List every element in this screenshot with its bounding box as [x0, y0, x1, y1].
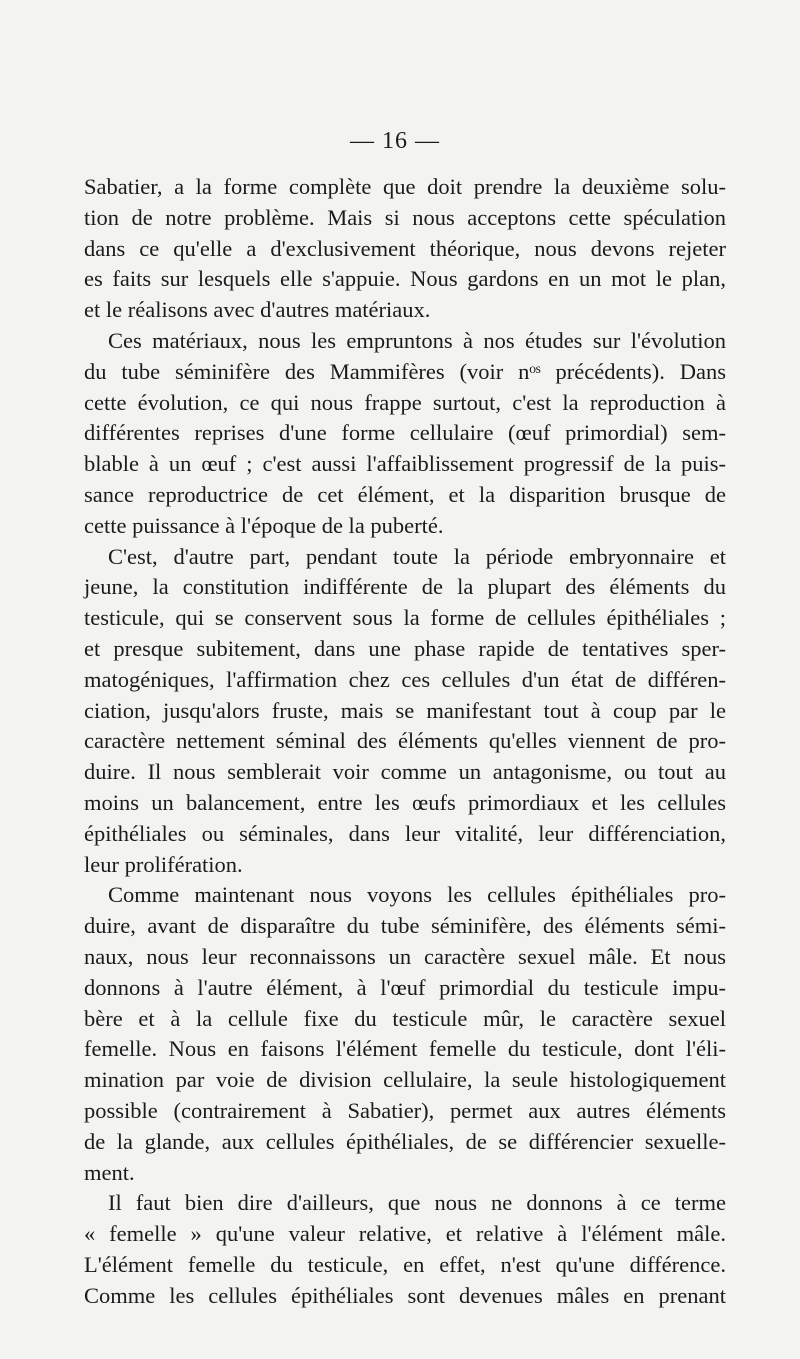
text-line: dans ce qu'elle a d'exclusivement théorique, nous devons rejeter [84, 235, 726, 261]
text-line: du tube séminifère des Mammifères (voir nᵒˢ précédents). Dans [84, 358, 726, 384]
text-line: donnons à l'autre élément, à l'œuf primordial du testicule impu- [84, 974, 726, 1000]
text-line: Il faut bien dire d'ailleurs, que nous ne donnons à ce terme [108, 1190, 726, 1216]
text-line: femelle. Nous en faisons l'élément femelle du testicule, dont l'éli- [84, 1036, 726, 1062]
text-line: bère et à la cellule fixe du testicule mûr, le caractère sexuel [84, 1005, 726, 1031]
text-line: duire. Il nous semblerait voir comme un antagonisme, ou tout au [84, 759, 726, 785]
text-line: testicule, qui se conservent sous la forme de cellules épithéliales ; [84, 605, 726, 631]
text-line: naux, nous leur reconnaissons un caractère sexuel mâle. Et nous [84, 943, 726, 969]
text-line: Ces matériaux, nous les empruntons à nos études sur l'évolution [108, 327, 726, 353]
text-line: sance reproductrice de cet élément, et la disparition brusque de [84, 481, 726, 507]
text-line: Comme les cellules épithéliales sont devenues mâles en prenant [84, 1282, 726, 1308]
text-line: jeune, la constitution indifférente de la plupart des éléments du [84, 574, 726, 600]
text-line: ment. [84, 1159, 135, 1185]
text-line: blable à un œuf ; c'est aussi l'affaiblissement progressif de la puis- [84, 451, 726, 477]
text-line: L'élément femelle du testicule, en effet, n'est qu'une différence. [84, 1251, 726, 1277]
text-line: leur prolifération. [84, 851, 243, 877]
text-line: différentes reprises d'une forme cellulaire (œuf primordial) sem- [84, 420, 726, 446]
text-line: duire, avant de disparaître du tube séminifère, des éléments sémi- [84, 913, 726, 939]
text-line: mination par voie de division cellulaire, la seule histologiquement [84, 1067, 726, 1093]
text-line: possible (contrairement à Sabatier), permet aux autres éléments [84, 1097, 726, 1123]
text-line: tion de notre problème. Mais si nous acceptons cette spéculation [84, 204, 726, 230]
text-line: moins un balancement, entre les œufs primordiaux et les cellules [84, 789, 726, 815]
text-line: cette évolution, ce qui nous frappe surtout, c'est la reproduction à [84, 389, 726, 415]
text-line: et le réalisons avec d'autres matériaux. [84, 297, 431, 323]
text-line: C'est, d'autre part, pendant toute la période embryonnaire et [108, 543, 726, 569]
text-line: es faits sur lesquels elle s'appuie. Nous gardons en un mot le plan, [84, 266, 726, 292]
text-line: Comme maintenant nous voyons les cellules épithéliales pro- [108, 882, 726, 908]
body-text [84, 172, 726, 1311]
page-number: — 16 — [350, 128, 440, 154]
text-line: et presque subitement, dans une phase rapide de tentatives sper- [84, 635, 726, 661]
text-line: Sabatier, a la forme complète que doit prendre la deuxième solu- [84, 174, 726, 199]
text-line: « femelle » qu'une valeur relative, et relative à l'élément mâle. [84, 1221, 726, 1247]
text-line: matogéniques, l'affirmation chez ces cellules d'un état de différen- [84, 666, 726, 692]
text-line: épithéliales ou séminales, dans leur vitalité, leur différenciation, [84, 820, 726, 846]
text-line: de la glande, aux cellules épithéliales, de se différencier sexuelle- [84, 1128, 726, 1154]
text-line: ciation, jusqu'alors fruste, mais se manifestant tout à coup par le [84, 697, 726, 723]
text-line: caractère nettement séminal des éléments qu'elles viennent de pro- [84, 728, 726, 754]
text-line: cette puissance à l'époque de la puberté. [84, 512, 444, 538]
